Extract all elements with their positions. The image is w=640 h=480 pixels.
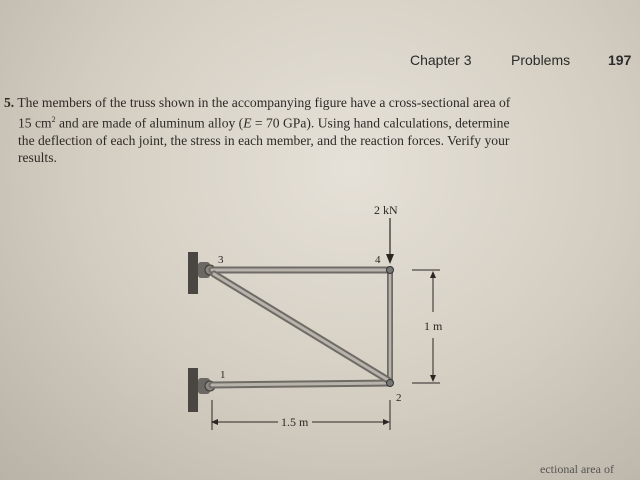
joint-4 <box>387 267 394 274</box>
problem-line-3: the deflection of each joint, the stress in each member, and the reaction forces. Verify your <box>18 132 510 148</box>
node-label-2: 2 <box>396 392 402 404</box>
problem-line-4: results. <box>18 149 57 165</box>
node-label-3: 3 <box>218 254 224 266</box>
joint-2 <box>387 380 394 387</box>
node-label-4: 4 <box>375 254 381 266</box>
wall-support-bottom <box>188 368 215 412</box>
node-label-1: 1 <box>220 369 226 381</box>
partial-next-text: ectional area of <box>540 462 614 476</box>
load-label: 2 kN <box>374 203 398 217</box>
truss-members <box>212 270 390 385</box>
chapter-title: Chapter 3 <box>410 52 472 68</box>
height-label: 1 m <box>424 319 443 333</box>
problem-line-1: 5. The members of the truss shown in the accompanying figure have a cross-sectional area of <box>4 95 511 110</box>
page-number: 197 <box>608 52 632 68</box>
problem-line-2: 15 $cm^2$ and are made of aluminum alloy (E = 70 GPa). Using hand calculations, determine <box>18 115 510 131</box>
width-label: 1.5 m <box>281 415 309 429</box>
load-arrow <box>386 218 394 264</box>
problem-number: 5. <box>4 95 15 110</box>
section-title: Problems <box>511 52 571 68</box>
